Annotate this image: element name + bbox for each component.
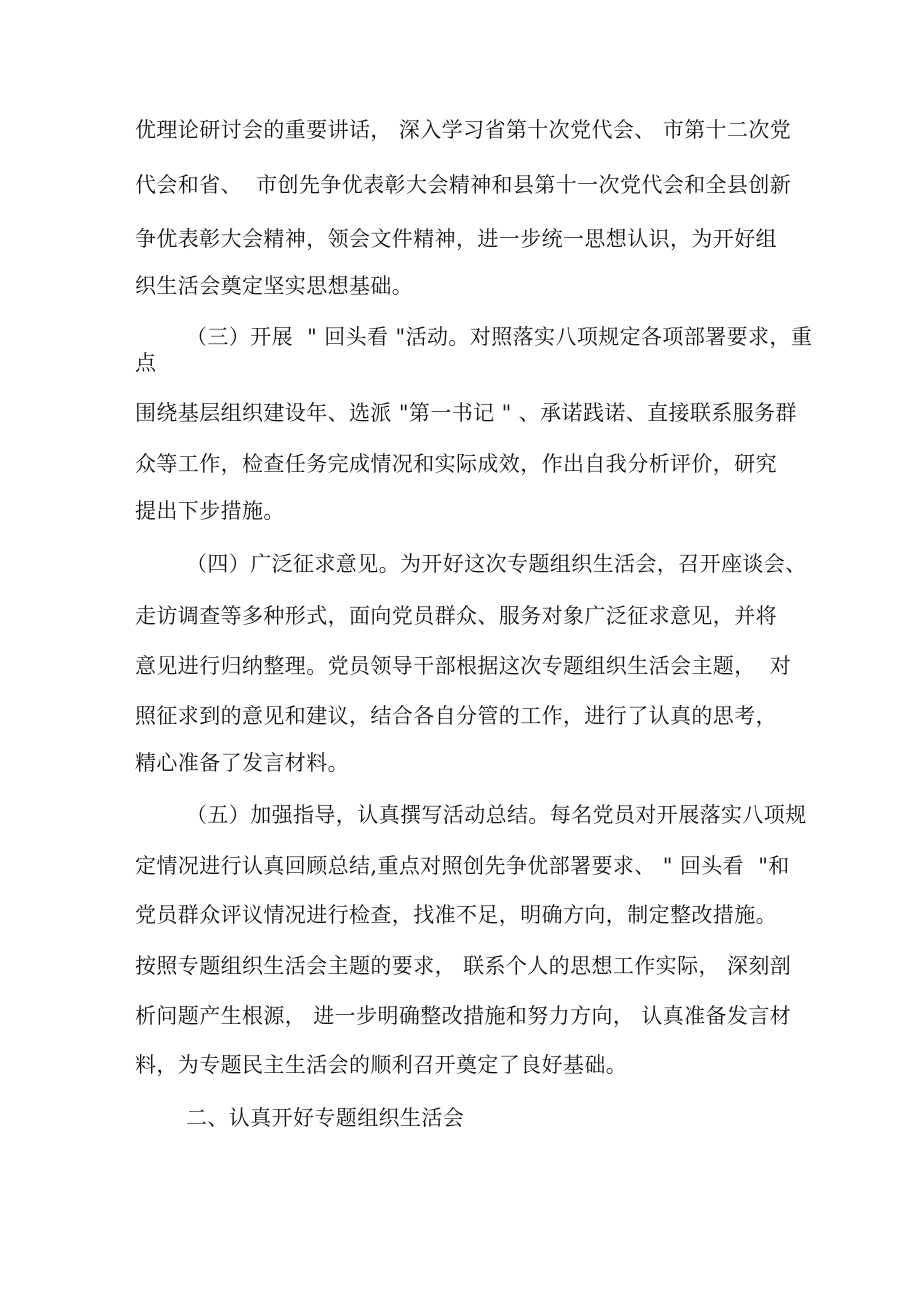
- paragraph-study-line-1: 优理论研讨会的重要讲话， 深入学习省第十次党代会、 市第十二次党: [135, 118, 792, 142]
- paragraph-3-line-4: 众等工作，检查任务完成情况和实际成效，作出自我分析评价，研究: [135, 452, 777, 476]
- paragraph-4-line-1: （四）广泛征求意见。为开好这次专题组织生活会，召开座谈会、: [186, 552, 807, 576]
- paragraph-3-line-1: （三）开展 " 回头看 "活动。对照落实八项规定各项部署要求，重: [186, 325, 813, 349]
- paragraph-5-line-5: 析问题产生根源， 进一步明确整改措施和努力方向， 认真准备发言材: [135, 1004, 792, 1028]
- paragraph-5-line-3: 党员群众评议情况进行检查，找准不足，明确方向，制定整改措施。: [135, 903, 777, 927]
- paragraph-5-line-1: （五）加强指导，认真撰写活动总结。每名党员对开展落实八项规: [186, 803, 807, 827]
- paragraph-study-line-3: 争优表彰大会精神，领会文件精神，进一步统一思想认识，为开好组: [135, 227, 777, 251]
- paragraph-4-line-3: 意见进行归纳整理。党员领导干部根据这次专题组织生活会主题， 对: [135, 654, 792, 678]
- paragraph-study-line-4: 织生活会奠定坚实思想基础。: [135, 274, 414, 298]
- paragraph-3-line-3: 围绕基层组织建设年、选派 "第一书记 " 、承诺践诺、直接联系服务群: [135, 401, 797, 425]
- paragraph-study-line-2: 代会和省、 市创先争优表彰大会精神和县第十一次党代会和全县创新: [135, 173, 792, 197]
- paragraph-5-line-6: 料，为专题民主生活会的顺利召开奠定了良好基础。: [135, 1053, 628, 1077]
- paragraph-5-line-2: 定情况进行认真回顾总结,重点对照创先争优部署要求、 " 回头看 "和: [135, 854, 790, 878]
- paragraph-4-line-2: 走访调查等多种形式，面向党员群众、服务对象广泛征求意见，并将: [135, 604, 777, 628]
- paragraph-4-line-5: 精心准备了发言材料。: [135, 751, 349, 775]
- paragraph-5-line-4: 按照专题组织生活会主题的要求， 联系个人的思想工作实际， 深刻剖: [135, 954, 792, 978]
- paragraph-3-line-5: 提出下步措施。: [135, 499, 285, 523]
- paragraph-3-line-2: 点: [135, 351, 157, 375]
- section-heading: 二、认真开好专题组织生活会: [186, 1106, 465, 1130]
- paragraph-4-line-4: 照征求到的意见和建议，结合各自分管的工作，进行了认真的思考，: [135, 704, 777, 728]
